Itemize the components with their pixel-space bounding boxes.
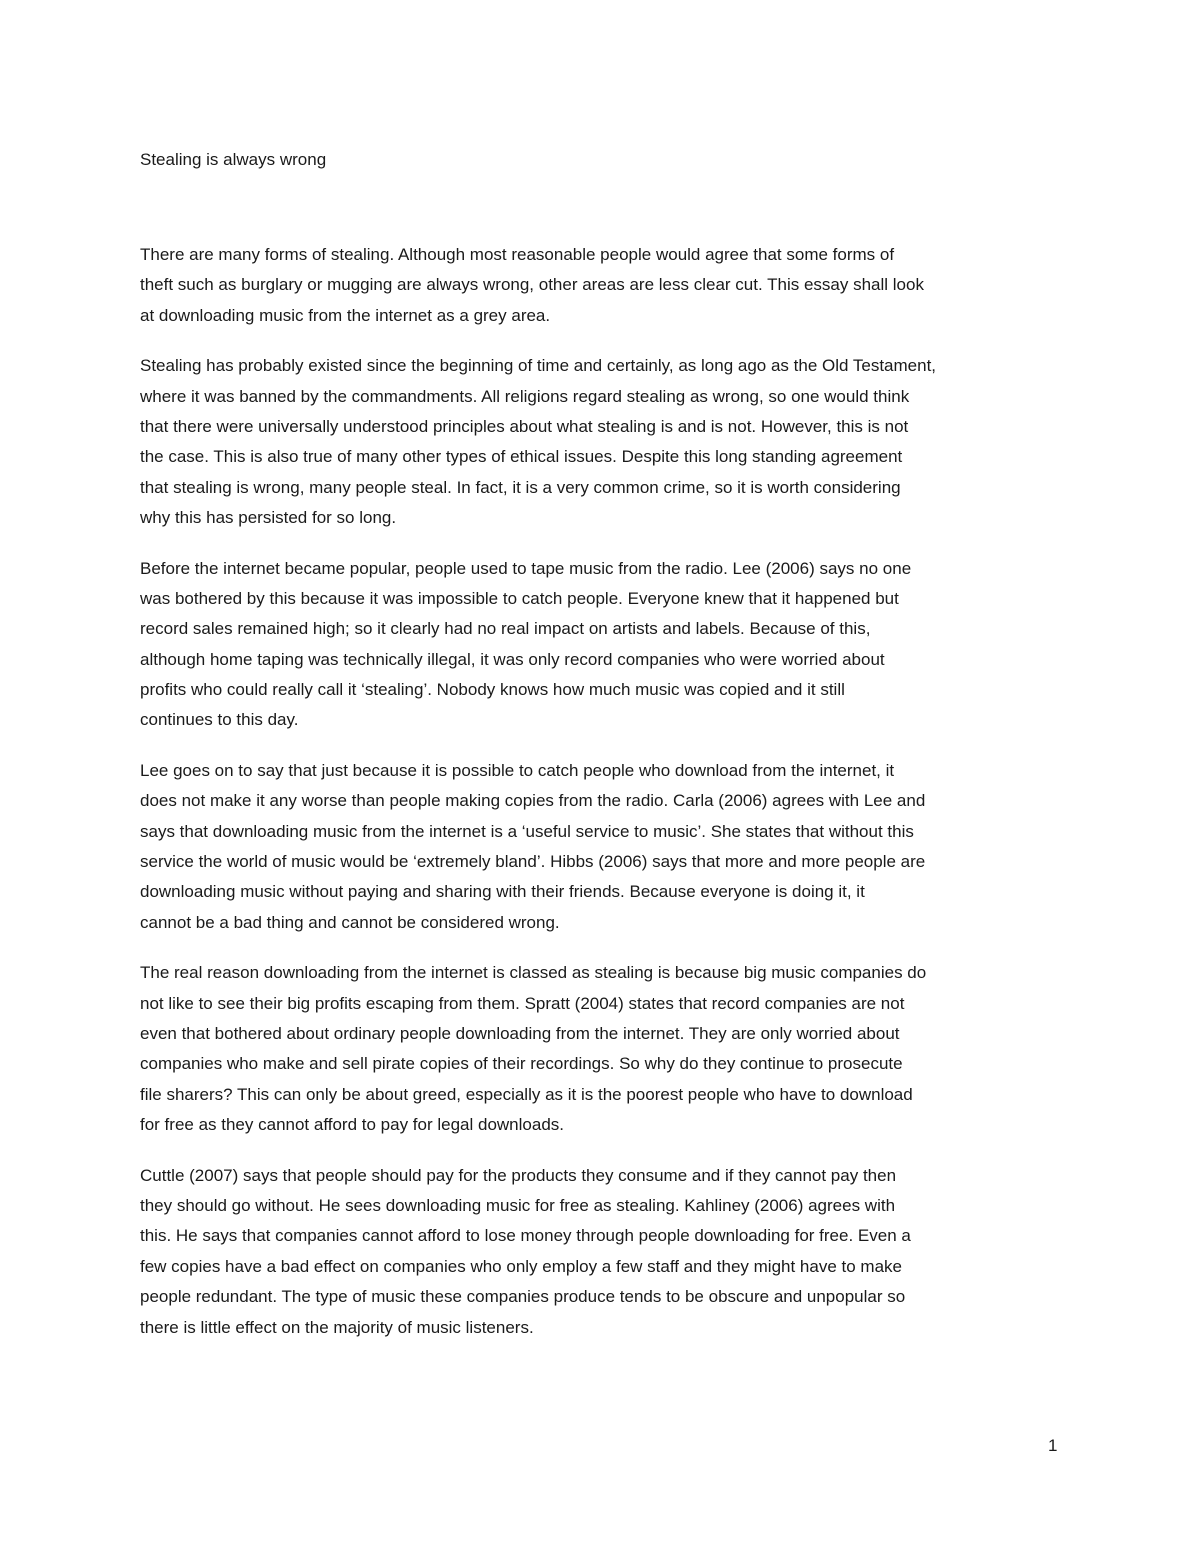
- text-line: this. He says that companies cannot afford to lose money through people downloading for free. Even a: [140, 1226, 911, 1246]
- text-line: theft such as burglary or mugging are always wrong, other areas are less clear cut. This essay shall look: [140, 275, 924, 295]
- text-line: says that downloading music from the internet is a ‘useful service to music’. She states that without this: [140, 821, 914, 841]
- text-line: profits who could really call it ‘stealing’. Nobody knows how much music was copied and it still: [140, 680, 845, 700]
- paragraph-1: [140, 240, 1060, 331]
- text-line: why this has persisted for so long.: [140, 508, 397, 528]
- text-line: that stealing is wrong, many people steal. In fact, it is a very common crime, so it is worth considering: [140, 477, 901, 497]
- essay-title: Stealing is always wrong: [140, 150, 327, 169]
- text-line: companies who make and sell pirate copies of their recordings. So why do they continue to prosecute: [140, 1054, 903, 1074]
- text-line: service the world of music would be ‘extremely bland’. Hibbs (2006) says that more and more people are: [140, 852, 926, 872]
- paragraph-5: [140, 958, 1060, 1140]
- text-line: the case. This is also true of many other types of ethical issues. Despite this long standing agreement: [140, 447, 903, 467]
- text-line: Before the internet became popular, people used to tape music from the radio. Lee (2006) says no one: [140, 558, 912, 578]
- text-line: was bothered by this because it was impossible to catch people. Everyone knew that it happened but: [140, 588, 899, 608]
- text-line: people redundant. The type of music these companies produce tends to be obscure and unpopular so: [140, 1287, 906, 1307]
- text-line: even that bothered about ordinary people downloading from the internet. They are only worried about: [140, 1023, 900, 1043]
- text-line: where it was banned by the commandments. All religions regard stealing as wrong, so one would think: [140, 386, 910, 406]
- page-number: 1: [1048, 1436, 1058, 1455]
- paragraph-3: [140, 554, 1060, 736]
- paragraph-2: [140, 351, 1060, 533]
- text-line: There are many forms of stealing. Although most reasonable people would agree that some forms of: [140, 245, 895, 264]
- essay-body: [140, 240, 1060, 1363]
- text-line: The real reason downloading from the internet is classed as stealing is because big music companies do: [140, 963, 927, 983]
- text-line: file sharers? This can only be about greed, especially as it is the poorest people who have to download: [140, 1084, 913, 1104]
- text-line: cannot be a bad thing and cannot be considered wrong.: [140, 912, 560, 932]
- text-line: there is little effect on the majority of music listeners.: [140, 1317, 534, 1337]
- text-line: for free as they cannot afford to pay for legal downloads.: [140, 1115, 565, 1135]
- paragraph-4: [140, 756, 1060, 938]
- text-line: they should go without. He sees downloading music for free as stealing. Kahliney (2006) agrees with: [140, 1195, 896, 1215]
- text-line: although home taping was technically illegal, it was only record companies who were worried about: [140, 649, 885, 669]
- text-line: Lee goes on to say that just because it is possible to catch people who download from the internet, it: [140, 760, 895, 780]
- text-line: Stealing has probably existed since the beginning of time and certainly, as long ago as the Old Testament,: [140, 356, 937, 376]
- text-line: that there were universally understood principles about what stealing is and is not. However, this is not: [140, 416, 909, 436]
- text-line: downloading music without paying and sharing with their friends. Because everyone is doing it, it: [140, 882, 865, 902]
- text-line: few copies have a bad effect on companies who only employ a few staff and they might have to make: [140, 1256, 902, 1276]
- text-line: not like to see their big profits escaping from them. Spratt (2004) states that record companies are not: [140, 993, 905, 1013]
- text-line: does not make it any worse than people making copies from the radio. Carla (2006) agrees with Lee and: [140, 791, 926, 811]
- text-line: at downloading music from the internet as a grey area.: [140, 305, 551, 325]
- text-line: continues to this day.: [140, 710, 299, 730]
- text-line: Cuttle (2007) says that people should pay for the products they consume and if they cannot pay then: [140, 1165, 897, 1185]
- paragraph-6: [140, 1161, 1060, 1343]
- text-line: record sales remained high; so it clearly had no real impact on artists and labels. Because of this,: [140, 619, 871, 639]
